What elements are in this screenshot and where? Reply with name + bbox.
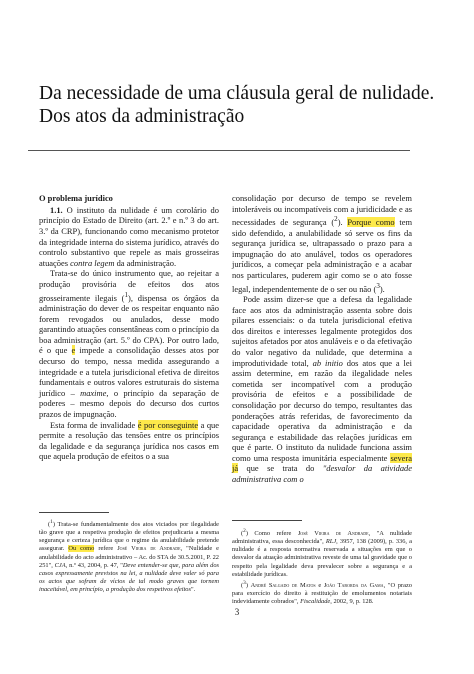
text-run: , n.º 43, 2004, p. 47, " (65, 561, 123, 569)
text-run: ( (241, 530, 244, 538)
text-run: , "O prazo para exercício do direito à restituição de emolumentos notariais indevidamente cobrados", (232, 581, 412, 605)
text-run: ) (245, 581, 251, 589)
footnote-ref-2[interactable]: 2 (334, 215, 338, 224)
text-run: Esta forma de invalidade (50, 419, 138, 430)
author-name: José Vieira de Andrade (117, 545, 181, 553)
text-run: , "A nulidade administrativa, essa desconhecida", (232, 530, 412, 546)
text-run: ( (241, 581, 244, 589)
text-run: ). (337, 217, 348, 227)
footnote-separator (232, 520, 302, 521)
footnote-number: 1 (50, 519, 53, 525)
text-run: , "Nulidade e anulabilidade do acto administrativo – Ac. do STA de 30.5.2001, P. 22 251", (39, 545, 219, 569)
paragraph-4 (232, 294, 412, 485)
text-run: ( (48, 521, 51, 529)
left-column (39, 193, 219, 462)
footnote-1 (39, 518, 219, 594)
text-run: tem sido defendido, a anulabilidade só serve os fins da segurança jurídica se, ultrapassado o prazo para a impugnação do ato anulável, todos os operadores jurídicos, a começar pela administração e a acabar nos particulares, puderem agir como se o ato fosse legal, independentemente de o ser ou não ( (232, 217, 413, 294)
paragraph-number: 1.1. (50, 204, 63, 215)
footnote-3 (232, 579, 412, 606)
page-number: 3 (234, 607, 240, 617)
text-run: que se trata do (238, 463, 323, 474)
paragraph-continued (232, 193, 412, 294)
text-run: Trata-se do único instrumento que, ao rejeitar a produção provisória de efeitos dos atos grosseiramente ilegais ( (39, 268, 219, 303)
author-name: José Vieira de Andrade (297, 530, 369, 538)
footnote-number: 3 (243, 579, 246, 586)
paragraph-3 (39, 420, 219, 462)
emphasis-text: contra legem (70, 257, 115, 268)
text-run: da administração. (114, 257, 177, 268)
footnote-separator (39, 512, 109, 513)
paragraph-1-1 (39, 205, 219, 269)
paragraph-2 (39, 268, 219, 419)
text-run: dos atos que a lei assim determine, em razão da ilegalidade neles cometida ser incompatível com a produção provisória de efeitos e a possibilidade de consolidação por decurso do tempo, resultantes das ponderações atrás referidas, de favorecimento da capacidade operativa da administração e da segurança e estabilidade das relações jurídicas em que é parte. O instituto da nulidade funciona assim como uma resposta imunitária especialmente (232, 357, 412, 463)
text-run: a que permite a resolução das tensões entre os princípios da legalidade e da segurança jurídica nos casos em que aquela produção de efeitos o a sua (39, 419, 220, 462)
emphasis-text: "desvalor da atividade administrativa com o (232, 463, 413, 485)
text-run: consolidação por decurso de tempo se revelem intoleráveis ou incompatíveis com a juridicidade e as necessidades de segurança ( (232, 193, 412, 227)
text-run: ). (379, 283, 385, 294)
text-run: refere (94, 545, 118, 553)
section-heading: O problema jurídico (39, 193, 113, 203)
text-run: e (315, 581, 324, 589)
highlighted-text: severa já (232, 452, 412, 474)
journal-name: Fiscalidade (300, 598, 331, 605)
author-name: João Taborda da Gama (323, 581, 384, 589)
highlighted-text: e (71, 345, 76, 356)
highlighted-text: é por conseguinte (137, 419, 199, 430)
text-run: , 2002, 9, p. 128. (330, 598, 374, 605)
right-column (232, 193, 412, 485)
footnote-text (39, 518, 219, 594)
text-run: , 3957, 138 (2009), p. 336, a nulidade é a resposta normativa reservada a situações em que o desvalor da atuação administrativa reveste de uma tal gravidade que o respeito pela legalidade deva prevalecer sobre a segurança e a estabilidade jurídicas. (232, 538, 412, 578)
footnote-2 (232, 527, 412, 579)
text-run: O instituto da nulidade é um corolário do princípio do Estado de Direito (art. 2.º e n.º 3 do art. 3.º da CRP), funcionando como mecanismo protetor da integridade interna do sistema jurídico, através do controlo substantivo que repele as mais grosseiras atuações (39, 204, 219, 268)
journal-name: CJA (54, 561, 66, 569)
emphasis-text: maxime (80, 387, 107, 398)
journal-name: RLJ (325, 538, 337, 546)
author-name: André Salgado de Matos (250, 581, 316, 589)
highlighted-text: Porque como (347, 217, 395, 227)
text-run: ) Como refere (245, 530, 298, 538)
chapter-title: Da necessidade de uma cláusula geral de nulidade. Dos atos da administração (39, 83, 435, 127)
text-run: , o princípio da separação de poderes – mesmo depois do decurso dos curtos prazos de impugnação. (39, 387, 219, 419)
footnotes-2-3 (232, 527, 412, 606)
footnote-ref-3[interactable]: 3 (376, 281, 380, 290)
quoted-text: Deve entender-se que, para além dos casos expressamente previstos na lei, a nulidade deve valer só para os actos que sofram de vícios de tal modo graves que tornem inaceitável, em princípio, a produção dos respetivos efeitos (39, 561, 220, 593)
text-run: ), dispensa os órgãos da administração do dever de os respeitar enquanto não forem revogados ou anulados, desse modo garantindo atuações consentâneas com o princípio da boa administração (art. 5.º do CPA). Por outro lado, é o que (39, 292, 219, 356)
emphasis-text: ab initio (312, 357, 343, 368)
text-run: ) Trata-se fundamentalmente dos atos viciados por ilegalidade tão grave que a respetiva produção de efeitos prejudicaria a mesma segurança e certeza jurídica que o regime da anulabilidade pretende assegurar. (39, 521, 219, 553)
footnote-ref-1[interactable]: 1 (124, 290, 129, 299)
text-run: Pode assim dizer-se que a defesa da legalidade face aos atos da administração assenta sobre dois pilares essenciais: o da tutela jurisdicional efetiva dos direitos e interesses legalmente protegidos dos sujeitos afetados por atos anuláveis e o da efetivação do valor negativo da nulidade, que determina a improdutividade total, (232, 293, 412, 368)
highlighted-text: Ou como (68, 545, 95, 553)
text-run: impede a consolidação desses atos por decurso do tempo, nessa medida assegurando a integridade e a tutela jurisdicional efetiva de direitos fundamentais e outros valores estruturais do sistema jurídico – (39, 345, 219, 398)
title-divider (28, 150, 410, 151)
text-run: ". (190, 585, 196, 593)
footnote-number: 2 (243, 528, 246, 534)
